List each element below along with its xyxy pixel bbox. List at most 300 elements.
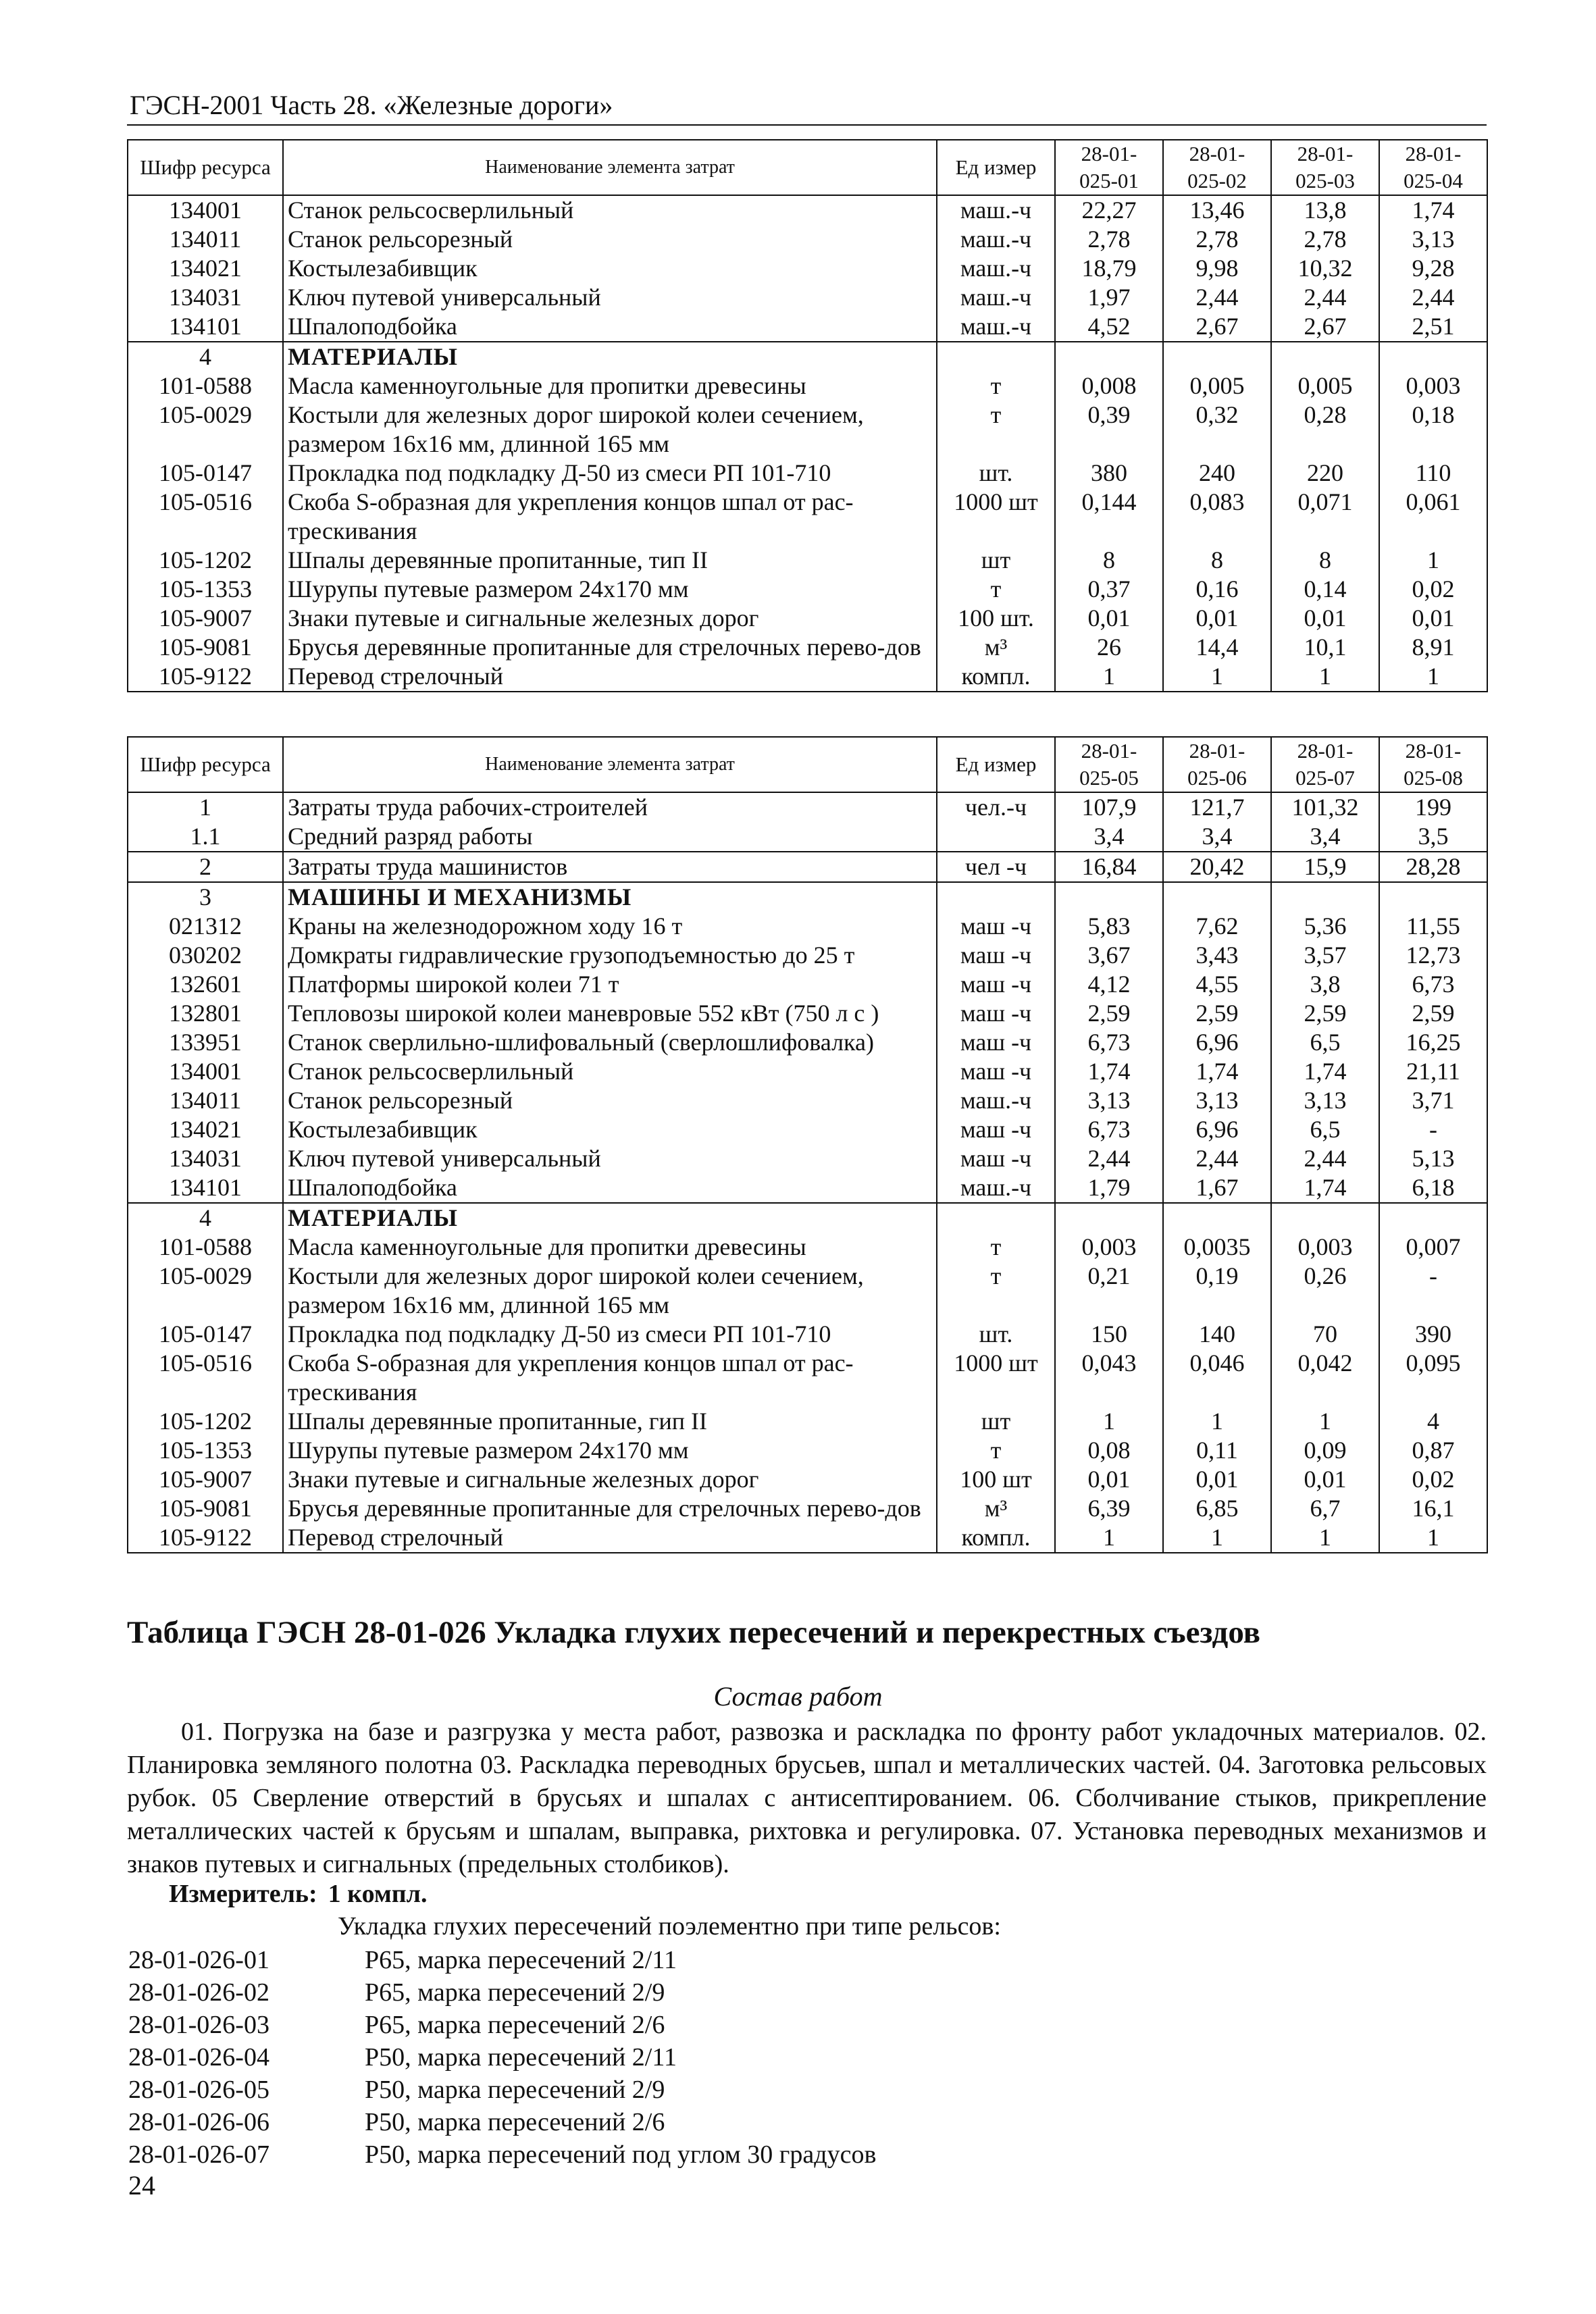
unit-cell: 1000 шт [937, 488, 1055, 546]
resource-name-cell: Знаки путевые и сигнальные железных дорог [283, 1465, 937, 1494]
variant-code: 28-01-026-05 [128, 2076, 269, 2104]
norm-value-cell: 0,37 [1055, 575, 1163, 604]
norm-value-cell: 1 [1271, 1523, 1379, 1553]
norm-value-cell: 1 [1163, 1407, 1271, 1436]
norm-value-cell: 0,08 [1055, 1436, 1163, 1465]
resource-code-cell: 3 [128, 882, 283, 912]
norm-value-cell: 2,67 [1163, 312, 1271, 342]
norm-value-cell: 2,44 [1271, 283, 1379, 312]
unit-cell: маш.-ч [937, 195, 1055, 225]
resource-code-cell: 134031 [128, 1144, 283, 1173]
norm-value-cell: 2,78 [1055, 225, 1163, 254]
norm-value-cell: 0,042 [1271, 1349, 1379, 1407]
norm-value-cell: 6,85 [1163, 1494, 1271, 1523]
table-row [128, 195, 1487, 225]
table-row [128, 852, 1487, 882]
column-header-norm: 28-01- 025-06 [1163, 737, 1271, 792]
resource-code-cell: 105-9007 [128, 1465, 283, 1494]
norm-value-cell: 2,67 [1271, 312, 1379, 342]
norm-value-cell [1271, 882, 1379, 912]
norm-value-cell: 0,061 [1379, 488, 1487, 546]
table-row [128, 1028, 1487, 1057]
norm-value-cell: 1,74 [1271, 1057, 1379, 1086]
norm-value-cell: 0,01 [1163, 604, 1271, 633]
norm-value-cell: 2,78 [1163, 225, 1271, 254]
variant-code: 28-01-026-01 [128, 1946, 269, 1974]
section-title: Таблица ГЭСН 28-01-026 Укладка глухих пересечений и перекрестных съездов [127, 1615, 1261, 1650]
norm-value-cell: 26 [1055, 633, 1163, 662]
column-header-norm: 28-01- 025-03 [1271, 140, 1379, 195]
variant-code: 28-01-026-04 [128, 2043, 269, 2072]
resource-code-cell: 105-0029 [128, 1262, 283, 1320]
resource-code-cell: 132801 [128, 999, 283, 1028]
unit-cell: маш -ч [937, 941, 1055, 970]
norm-value-cell: 220 [1271, 459, 1379, 488]
resource-code-cell: 4 [128, 342, 283, 371]
norm-value-cell: 4,55 [1163, 970, 1271, 999]
resource-name-cell: Шпалоподбойка [283, 312, 937, 342]
unit-cell: маш -ч [937, 1057, 1055, 1086]
norm-value-cell: 70 [1271, 1320, 1379, 1349]
norm-value-cell: 8 [1163, 546, 1271, 575]
norm-value-cell [1379, 342, 1487, 371]
unit-cell: т [937, 1233, 1055, 1262]
norm-value-cell: 8 [1055, 546, 1163, 575]
unit-cell: компл. [937, 1523, 1055, 1553]
norm-value-cell: 1 [1379, 546, 1487, 575]
table-header-row [128, 737, 1487, 792]
resource-name-cell: Брусья деревянные пропитанные для стрелочных перево-дов [283, 1494, 937, 1523]
table-row [128, 970, 1487, 999]
norm-value-cell: 3,8 [1271, 970, 1379, 999]
norm-value-cell: 3,71 [1379, 1086, 1487, 1115]
unit-cell: шт [937, 1407, 1055, 1436]
norm-value-cell [1379, 1203, 1487, 1233]
resource-name-cell: Станок рельсорезный [283, 1086, 937, 1115]
column-header-name: Наименование элемента затрат [283, 140, 937, 195]
norm-value-cell [1163, 882, 1271, 912]
norm-value-cell [1271, 342, 1379, 371]
unit-cell: маш.-ч [937, 1173, 1055, 1203]
norm-value-cell: 16,84 [1055, 852, 1163, 882]
section-heading-cell: МАШИНЫ И МЕХАНИЗМЫ [283, 882, 937, 912]
resource-name-cell: Ключ путевой универсальный [283, 1144, 937, 1173]
norm-value-cell: 121,7 [1163, 792, 1271, 822]
resource-name-cell: Скоба S-образная для укрепления концов шпал от рас-трескивания [283, 488, 937, 546]
variant-desc: Р50, марка пересечений 2/9 [365, 2076, 665, 2104]
norm-value-cell: 2,59 [1379, 999, 1487, 1028]
column-header-unit: Ед измер [937, 737, 1055, 792]
resource-code-cell: 105-9081 [128, 1494, 283, 1523]
variant-desc: Р50, марка пересечений под углом 30 градусов [365, 2140, 877, 2169]
norm-value-cell [1055, 342, 1163, 371]
resource-code-cell: 132601 [128, 970, 283, 999]
table-row [128, 1407, 1487, 1436]
variant-code: 28-01-026-07 [128, 2140, 269, 2169]
table-row [128, 1465, 1487, 1494]
resource-code-cell: 105-0147 [128, 1320, 283, 1349]
page-number: 24 [128, 2170, 155, 2201]
resource-name-cell: Шпалы деревянные пропитанные, гип II [283, 1407, 937, 1436]
resource-name-cell: Перевод стрелочный [283, 1523, 937, 1553]
variant-code: 28-01-026-03 [128, 2011, 269, 2039]
resource-name-cell: Станок сверлильно-шлифовальный (сверлошлифовалка) [283, 1028, 937, 1057]
table-row [128, 401, 1487, 459]
norm-value-cell: 1,74 [1271, 1173, 1379, 1203]
unit-cell: маш.-ч [937, 254, 1055, 283]
norm-value-cell: 0,003 [1379, 371, 1487, 401]
norm-value-cell: 1 [1379, 1523, 1487, 1553]
unit-cell: маш -ч [937, 1144, 1055, 1173]
unit-cell: т [937, 371, 1055, 401]
norm-value-cell: 0,01 [1379, 604, 1487, 633]
table-row [128, 575, 1487, 604]
norm-value-cell [1163, 1203, 1271, 1233]
section-row [128, 1203, 1487, 1233]
column-header-unit: Ед измер [937, 140, 1055, 195]
unit-cell: м³ [937, 1494, 1055, 1523]
norm-value-cell: 2,78 [1271, 225, 1379, 254]
variant-heading: Укладка глухих пересечений поэлементно при типе рельсов: [338, 1912, 1001, 1940]
table-row [128, 662, 1487, 692]
unit-cell: т [937, 401, 1055, 459]
resource-name-cell: Платформы широкой колеи 71 т [283, 970, 937, 999]
norm-value-cell: 0,005 [1163, 371, 1271, 401]
norm-value-cell: 3,13 [1163, 1086, 1271, 1115]
unit-cell: чел.-ч [937, 792, 1055, 822]
norm-value-cell: 8,91 [1379, 633, 1487, 662]
list-item [128, 2009, 876, 2041]
norm-value-cell: 3,5 [1379, 822, 1487, 852]
resource-code-cell: 133951 [128, 1028, 283, 1057]
norm-value-cell: 0,005 [1271, 371, 1379, 401]
norm-value-cell: 0,02 [1379, 1465, 1487, 1494]
resource-name-cell: Шпалоподбойка [283, 1173, 937, 1203]
norm-value-cell: 2,59 [1271, 999, 1379, 1028]
norm-value-cell: 10,1 [1271, 633, 1379, 662]
norm-value-cell: 2,59 [1055, 999, 1163, 1028]
resource-name-cell: Костылезабивщик [283, 254, 937, 283]
table-row [128, 459, 1487, 488]
norm-value-cell: 0,11 [1163, 1436, 1271, 1465]
resource-name-cell: Брусья деревянные пропитанные для стрелочных перево-дов [283, 633, 937, 662]
norm-value-cell: 107,9 [1055, 792, 1163, 822]
unit-cell: т [937, 1436, 1055, 1465]
column-header-norm: 28-01- 025-04 [1379, 140, 1487, 195]
variant-list [128, 1944, 876, 2171]
norm-value-cell: 16,1 [1379, 1494, 1487, 1523]
norm-value-cell: 0,01 [1163, 1465, 1271, 1494]
resource-code-cell: 134021 [128, 254, 283, 283]
table-row [128, 546, 1487, 575]
section-heading-cell: МАТЕРИАЛЫ [283, 1203, 937, 1233]
norm-value-cell: 3,4 [1271, 822, 1379, 852]
table-row [128, 941, 1487, 970]
norm-value-cell: 0,19 [1163, 1262, 1271, 1320]
unit-cell: шт. [937, 459, 1055, 488]
norm-value-cell: 16,25 [1379, 1028, 1487, 1057]
resource-name-cell: Шпалы деревянные пропитанные, тип II [283, 546, 937, 575]
unit-cell [937, 342, 1055, 371]
table-row [128, 1173, 1487, 1203]
norm-value-cell: 0,008 [1055, 371, 1163, 401]
norm-value-cell: 0,14 [1271, 575, 1379, 604]
resource-table-025-05-08 [127, 736, 1488, 1553]
norm-value-cell: 1 [1055, 1407, 1163, 1436]
norm-value-cell: 0,26 [1271, 1262, 1379, 1320]
composition-title: Состав работ [713, 1681, 883, 1712]
table-row [128, 1086, 1487, 1115]
norm-value-cell: 21,11 [1379, 1057, 1487, 1086]
meter-label: Измеритель: [169, 1880, 317, 1908]
resource-code-cell: 2 [128, 852, 283, 882]
norm-value-cell: 0,18 [1379, 401, 1487, 459]
norm-value-cell: 1,74 [1163, 1057, 1271, 1086]
column-header-norm: 28-01- 025-07 [1271, 737, 1379, 792]
norm-value-cell: 0,87 [1379, 1436, 1487, 1465]
norm-value-cell: 3,13 [1379, 225, 1487, 254]
unit-cell: маш -ч [937, 1115, 1055, 1144]
norm-value-cell: 22,27 [1055, 195, 1163, 225]
resource-name-cell: Костыли для железных дорог широкой колеи сечением, размером 16х16 мм, длинной 165 мм [283, 1262, 937, 1320]
norm-value-cell [1271, 1203, 1379, 1233]
resource-code-cell: 030202 [128, 941, 283, 970]
norm-value-cell: 380 [1055, 459, 1163, 488]
norm-value-cell: 6,5 [1271, 1115, 1379, 1144]
table-row [128, 1144, 1487, 1173]
variant-code: 28-01-026-06 [128, 2108, 269, 2136]
norm-value-cell: 20,42 [1163, 852, 1271, 882]
variant-desc: Р50, марка пересечений 2/6 [365, 2108, 665, 2136]
norm-value-cell: 18,79 [1055, 254, 1163, 283]
norm-value-cell: 3,13 [1271, 1086, 1379, 1115]
norm-value-cell [1055, 1203, 1163, 1233]
resource-name-cell: Ключ путевой универсальный [283, 283, 937, 312]
resource-code-cell: 134001 [128, 1057, 283, 1086]
resource-name-cell: Станок рельсорезный [283, 225, 937, 254]
resource-code-cell: 105-0516 [128, 1349, 283, 1407]
page-header-title: ГЭСН-2001 Часть 28. «Железные дороги» [130, 90, 613, 120]
norm-value-cell: 4 [1379, 1407, 1487, 1436]
norm-value-cell: 5,36 [1271, 912, 1379, 941]
norm-value-cell: 6,73 [1379, 970, 1487, 999]
norm-value-cell: 6,7 [1271, 1494, 1379, 1523]
unit-cell [937, 822, 1055, 852]
norm-value-cell: 3,4 [1163, 822, 1271, 852]
norm-value-cell: 1 [1055, 662, 1163, 692]
norm-value-cell: 4,52 [1055, 312, 1163, 342]
norm-value-cell: 2,44 [1271, 1144, 1379, 1173]
meter-value: 1 компл. [328, 1880, 428, 1908]
resource-code-cell: 134021 [128, 1115, 283, 1144]
unit-cell: 1000 шт [937, 1349, 1055, 1407]
unit-cell: чел -ч [937, 852, 1055, 882]
norm-value-cell [1379, 882, 1487, 912]
norm-value-cell: 101,32 [1271, 792, 1379, 822]
norm-value-cell: 0,28 [1271, 401, 1379, 459]
resource-code-cell: 1.1 [128, 822, 283, 852]
norm-value-cell: 6,5 [1271, 1028, 1379, 1057]
variant-code: 28-01-026-02 [128, 1978, 269, 2007]
norm-value-cell: 8 [1271, 546, 1379, 575]
norm-value-cell: 1,74 [1055, 1057, 1163, 1086]
resource-code-cell: 105-1202 [128, 1407, 283, 1436]
norm-value-cell: 9,28 [1379, 254, 1487, 283]
norm-value-cell: 110 [1379, 459, 1487, 488]
norm-value-cell: 13,8 [1271, 195, 1379, 225]
resource-name-cell: Скоба S-образная для укрепления концов шпал от рас-трескивания [283, 1349, 937, 1407]
norm-value-cell: 0,007 [1379, 1233, 1487, 1262]
norm-value-cell: 2,44 [1055, 1144, 1163, 1173]
resource-code-cell: 105-1353 [128, 1436, 283, 1465]
norm-value-cell: 1 [1163, 662, 1271, 692]
resource-name-cell: Прокладка под подкладку Д-50 из смеси РП 101-710 [283, 1320, 937, 1349]
table-header-row [128, 140, 1487, 195]
table-row [128, 999, 1487, 1028]
table-row [128, 312, 1487, 342]
resource-code-cell: 101-0588 [128, 1233, 283, 1262]
norm-value-cell: 1 [1055, 1523, 1163, 1553]
resource-name-cell: Масла каменноугольные для пропитки древесины [283, 371, 937, 401]
norm-value-cell: 1 [1271, 662, 1379, 692]
norm-value-cell: 15,9 [1271, 852, 1379, 882]
norm-value-cell: 1 [1163, 1523, 1271, 1553]
unit-cell: маш -ч [937, 999, 1055, 1028]
resource-name-cell: Шурупы путевые размером 24х170 мм [283, 575, 937, 604]
norm-value-cell: 6,96 [1163, 1115, 1271, 1144]
unit-cell: 100 шт [937, 1465, 1055, 1494]
norm-value-cell: 0,01 [1271, 1465, 1379, 1494]
unit-cell: компл. [937, 662, 1055, 692]
norm-value-cell: 3,67 [1055, 941, 1163, 970]
unit-cell: маш -ч [937, 1028, 1055, 1057]
section-heading-cell: МАТЕРИАЛЫ [283, 342, 937, 371]
table-row [128, 604, 1487, 633]
norm-value-cell: 0,003 [1055, 1233, 1163, 1262]
column-header-code: Шифр ресурса [128, 140, 283, 195]
unit-cell: шт [937, 546, 1055, 575]
unit-cell: маш.-ч [937, 1086, 1055, 1115]
norm-value-cell: 0,043 [1055, 1349, 1163, 1407]
table-row [128, 792, 1487, 822]
norm-value-cell: 240 [1163, 459, 1271, 488]
norm-value-cell: 4,12 [1055, 970, 1163, 999]
norm-value-cell: 2,59 [1163, 999, 1271, 1028]
norm-value-cell: 3,4 [1055, 822, 1163, 852]
list-item [128, 2106, 876, 2138]
norm-value-cell: 0,21 [1055, 1262, 1163, 1320]
resource-code-cell: 105-9081 [128, 633, 283, 662]
resource-name-cell: Костыли для железных дорог широкой колеи сечением, размером 16х16 мм, длинной 165 мм [283, 401, 937, 459]
resource-code-cell: 134101 [128, 1173, 283, 1203]
table-row [128, 1262, 1487, 1320]
resource-name-cell: Затраты труда машинистов [283, 852, 937, 882]
norm-value-cell: 0,32 [1163, 401, 1271, 459]
norm-value-cell: 199 [1379, 792, 1487, 822]
norm-value-cell: 5,83 [1055, 912, 1163, 941]
norm-value-cell: 6,96 [1163, 1028, 1271, 1057]
variant-desc: Р50, марка пересечений 2/11 [365, 2043, 677, 2072]
column-header-norm: 28-01- 025-02 [1163, 140, 1271, 195]
resource-code-cell: 105-9007 [128, 604, 283, 633]
resource-name-cell: Средний разряд работы [283, 822, 937, 852]
norm-value-cell: 1,67 [1163, 1173, 1271, 1203]
unit-cell: маш.-ч [937, 312, 1055, 342]
norm-value-cell: 0,01 [1055, 1465, 1163, 1494]
resource-name-cell: Костылезабивщик [283, 1115, 937, 1144]
resource-name-cell: Прокладка под подкладку Д-50 из смеси РП 101-710 [283, 459, 937, 488]
resource-name-cell: Затраты труда рабочих-строителей [283, 792, 937, 822]
norm-value-cell: 1,97 [1055, 283, 1163, 312]
norm-value-cell [1055, 882, 1163, 912]
norm-value-cell: 0,01 [1271, 604, 1379, 633]
norm-value-cell: 0,046 [1163, 1349, 1271, 1407]
meter-line [169, 1879, 427, 1909]
unit-cell: маш.-ч [937, 283, 1055, 312]
table-row [128, 1057, 1487, 1086]
unit-cell: маш -ч [937, 912, 1055, 941]
column-header-norm: 28-01- 025-08 [1379, 737, 1487, 792]
resource-name-cell: Станок рельсосверлильный [283, 195, 937, 225]
resource-name-cell: Станок рельсосверлильный [283, 1057, 937, 1086]
unit-cell: м³ [937, 633, 1055, 662]
resource-code-cell: 134011 [128, 225, 283, 254]
resource-name-cell: Масла каменноугольные для пропитки древесины [283, 1233, 937, 1262]
norm-value-cell: 1,79 [1055, 1173, 1163, 1203]
table-row [128, 1349, 1487, 1407]
resource-name-cell: Домкраты гидравлические грузоподъемностью до 25 т [283, 941, 937, 970]
norm-value-cell: 2,44 [1379, 283, 1487, 312]
norm-value-cell: 6,18 [1379, 1173, 1487, 1203]
norm-value-cell: 13,46 [1163, 195, 1271, 225]
resource-table-025-01-04 [127, 139, 1488, 692]
norm-value-cell: 0,39 [1055, 401, 1163, 459]
resource-code-cell: 134011 [128, 1086, 283, 1115]
norm-value-cell: 150 [1055, 1320, 1163, 1349]
resource-code-cell: 105-0029 [128, 401, 283, 459]
norm-value-cell: 10,32 [1271, 254, 1379, 283]
list-item [128, 2138, 876, 2171]
unit-cell: 100 шт. [937, 604, 1055, 633]
list-item [128, 2074, 876, 2106]
section-row [128, 342, 1487, 371]
norm-value-cell [1163, 342, 1271, 371]
norm-value-cell: - [1379, 1262, 1487, 1320]
resource-code-cell: 101-0588 [128, 371, 283, 401]
resource-code-cell: 105-9122 [128, 662, 283, 692]
resource-code-cell: 105-0516 [128, 488, 283, 546]
table-row [128, 1436, 1487, 1465]
table-row [128, 1523, 1487, 1553]
norm-value-cell: 0,144 [1055, 488, 1163, 546]
norm-value-cell: 390 [1379, 1320, 1487, 1349]
norm-value-cell: 0,0035 [1163, 1233, 1271, 1262]
norm-value-cell: 0,16 [1163, 575, 1271, 604]
norm-value-cell: 0,095 [1379, 1349, 1487, 1407]
variant-desc: Р65, марка пересечений 2/11 [365, 1946, 677, 1974]
resource-name-cell: Знаки путевые и сигнальные железных дорог [283, 604, 937, 633]
norm-value-cell: 0,02 [1379, 575, 1487, 604]
section-row [128, 882, 1487, 912]
unit-cell [937, 882, 1055, 912]
header-divider [127, 124, 1487, 126]
resource-code-cell: 1 [128, 792, 283, 822]
norm-value-cell: 2,44 [1163, 283, 1271, 312]
resource-code-cell: 134101 [128, 312, 283, 342]
variant-desc: Р65, марка пересечений 2/6 [365, 2011, 665, 2039]
resource-code-cell: 105-1353 [128, 575, 283, 604]
resource-code-cell: 134031 [128, 283, 283, 312]
